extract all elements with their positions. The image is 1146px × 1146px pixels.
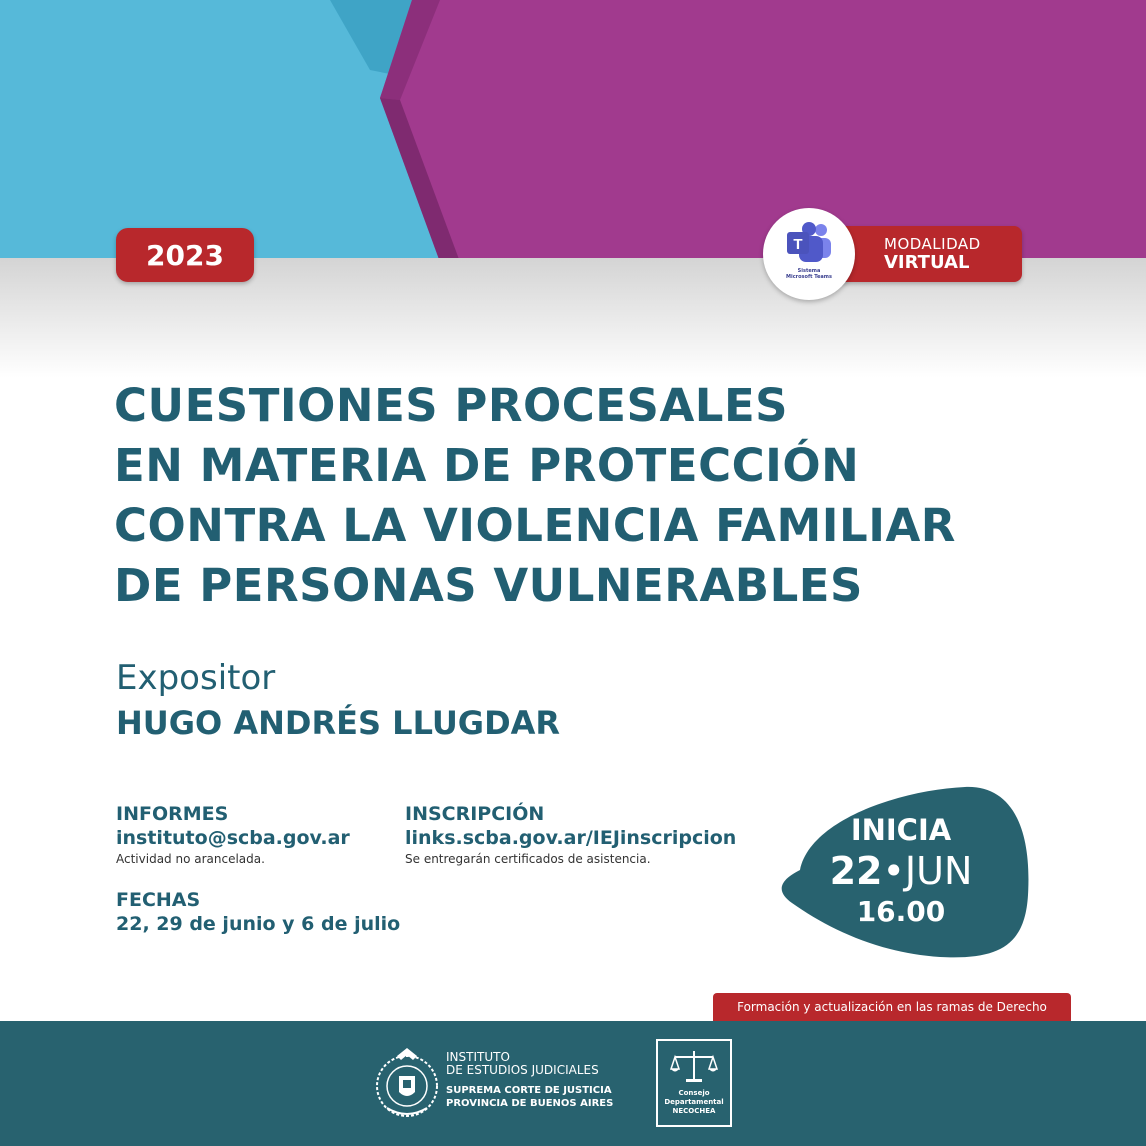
inscripcion-link[interactable]: links.scba.gov.ar/IEJinscripcion	[405, 827, 737, 849]
council-logo	[656, 1039, 732, 1127]
institute-seal-icon	[373, 1046, 441, 1122]
modality-badge	[832, 226, 1022, 282]
speaker-label: Expositor	[116, 658, 276, 698]
paper-shapes	[0, 0, 1146, 262]
institute-name-2: DE ESTUDIOS JUDICIALES	[446, 1063, 599, 1077]
teams-logo	[763, 208, 855, 300]
title-line: CONTRA LA VIOLENCIA FAMILIAR	[114, 499, 956, 552]
start-time: 16.00	[856, 895, 946, 928]
course-title	[114, 376, 956, 616]
institute-name-1: INSTITUTO	[446, 1050, 510, 1064]
informes-heading: INFORMES	[116, 803, 229, 825]
start-info	[770, 812, 1032, 930]
start-date	[770, 848, 1032, 894]
speaker-name: HUGO ANDRÉS LLUGDAR	[116, 704, 561, 742]
year-badge: 2023	[116, 228, 254, 282]
hero-background	[0, 0, 1146, 262]
fechas-value: 22, 29 de junio y 6 de julio	[116, 913, 401, 935]
court-name-1: SUPREMA CORTE DE JUSTICIA	[446, 1085, 612, 1096]
informes-note: Actividad no arancelada.	[116, 852, 265, 866]
title-line: DE PERSONAS VULNERABLES	[114, 559, 863, 612]
scales-icon	[669, 1049, 719, 1083]
council-line-1: Consejo	[678, 1089, 710, 1097]
inscripcion-heading: INSCRIPCIÓN	[405, 803, 545, 825]
title-line: CUESTIONES PROCESALES	[114, 379, 789, 432]
start-separator: •	[882, 849, 905, 893]
inscripcion-note: Se entregarán certificados de asistencia.	[405, 852, 651, 866]
modality-label: MODALIDAD	[884, 235, 981, 253]
start-month: JUN	[904, 849, 973, 893]
informes-email[interactable]: instituto@scba.gov.ar	[116, 827, 350, 849]
teams-caption: Sistema Microsoft Teams	[786, 268, 832, 280]
court-name-2: PROVINCIA DE BUENOS AIRES	[446, 1098, 614, 1109]
council-line-3: NECOCHEA	[672, 1107, 716, 1115]
fechas-heading: FECHAS	[116, 889, 201, 911]
start-label: INICIA	[850, 813, 952, 847]
program-ribbon: Formación y actualización en las ramas de Derecho	[713, 993, 1071, 1021]
title-line: EN MATERIA DE PROTECCIÓN	[114, 439, 860, 492]
council-line-2: Departamental	[664, 1098, 724, 1106]
start-day: 22	[829, 849, 883, 893]
teams-icon	[785, 222, 833, 266]
modality-value: VIRTUAL	[884, 252, 970, 273]
svg-text:T: T	[793, 236, 803, 253]
footer	[0, 1021, 1146, 1146]
